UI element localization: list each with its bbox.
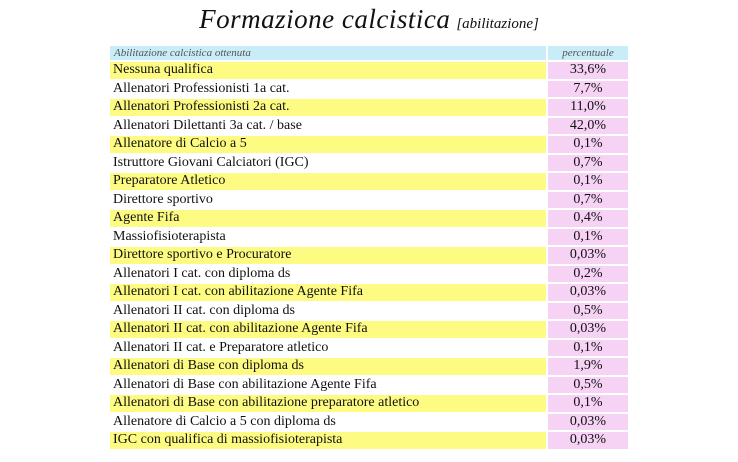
header-label: Abilitazione calcistica ottenuta xyxy=(110,46,546,60)
table-row xyxy=(110,136,628,153)
row-label: Allenatore di Calcio a 5 con diploma ds xyxy=(110,414,546,431)
table-row xyxy=(110,266,628,283)
page-title xyxy=(0,4,738,35)
row-value: 0,03% xyxy=(548,247,628,264)
row-label: Allenatori di Base con diploma ds xyxy=(110,358,546,375)
table-header-row xyxy=(110,46,628,60)
row-label: Allenatori II cat. e Preparatore atletico xyxy=(110,340,546,357)
table-row xyxy=(110,358,628,375)
table-row xyxy=(110,210,628,227)
row-label: Allenatori di Base con abilitazione Agente Fifa xyxy=(110,377,546,394)
row-label: Allenatori Dilettanti 3a cat. / base xyxy=(110,118,546,135)
table-row xyxy=(110,284,628,301)
qualification-table xyxy=(110,44,628,451)
row-value: 11,0% xyxy=(548,99,628,116)
row-label: Direttore sportivo xyxy=(110,192,546,209)
row-value: 42,0% xyxy=(548,118,628,135)
table-row xyxy=(110,432,628,449)
row-label: Preparatore Atletico xyxy=(110,173,546,190)
table-row xyxy=(110,303,628,320)
row-value: 0,03% xyxy=(548,414,628,431)
header-value: percentuale xyxy=(548,46,628,60)
table-row xyxy=(110,377,628,394)
row-label: IGC con qualifica di massiofisioterapista xyxy=(110,432,546,449)
table-row xyxy=(110,99,628,116)
table-row xyxy=(110,340,628,357)
row-value: 0,2% xyxy=(548,266,628,283)
row-label: Allenatori Professionisti 2a cat. xyxy=(110,99,546,116)
row-label: Istruttore Giovani Calciatori (IGC) xyxy=(110,155,546,172)
row-value: 0,1% xyxy=(548,395,628,412)
row-value: 7,7% xyxy=(548,81,628,98)
table-body xyxy=(110,62,628,449)
row-value: 0,1% xyxy=(548,173,628,190)
row-label: Direttore sportivo e Procuratore xyxy=(110,247,546,264)
row-value: 0,5% xyxy=(548,303,628,320)
title-subtitle: [abilitazione] xyxy=(456,16,539,32)
row-value: 0,03% xyxy=(548,284,628,301)
row-value: 0,1% xyxy=(548,136,628,153)
row-value: 33,6% xyxy=(548,62,628,79)
row-value: 1,9% xyxy=(548,358,628,375)
row-label: Allenatori I cat. con diploma ds xyxy=(110,266,546,283)
table-row xyxy=(110,229,628,246)
table-row xyxy=(110,192,628,209)
table-row xyxy=(110,62,628,79)
row-label: Allenatori II cat. con diploma ds xyxy=(110,303,546,320)
row-value: 0,5% xyxy=(548,377,628,394)
table-row xyxy=(110,173,628,190)
row-value: 0,7% xyxy=(548,192,628,209)
row-label: Allenatore di Calcio a 5 xyxy=(110,136,546,153)
row-value: 0,7% xyxy=(548,155,628,172)
row-value: 0,4% xyxy=(548,210,628,227)
row-value: 0,1% xyxy=(548,229,628,246)
row-label: Nessuna qualifica xyxy=(110,62,546,79)
row-label: Allenatori II cat. con abilitazione Agente Fifa xyxy=(110,321,546,338)
row-label: Allenatori I cat. con abilitazione Agente Fifa xyxy=(110,284,546,301)
table-row xyxy=(110,155,628,172)
row-label: Agente Fifa xyxy=(110,210,546,227)
row-label: Allenatori di Base con abilitazione preparatore atletico xyxy=(110,395,546,412)
row-value: 0,03% xyxy=(548,321,628,338)
table-row xyxy=(110,414,628,431)
row-value: 0,1% xyxy=(548,340,628,357)
table-row xyxy=(110,118,628,135)
table-row xyxy=(110,321,628,338)
row-value: 0,03% xyxy=(548,432,628,449)
table-row xyxy=(110,247,628,264)
row-label: Allenatori Professionisti 1a cat. xyxy=(110,81,546,98)
table-row xyxy=(110,81,628,98)
table-row xyxy=(110,395,628,412)
row-label: Massiofisioterapista xyxy=(110,229,546,246)
title-main: Formazione calcistica xyxy=(199,4,451,34)
